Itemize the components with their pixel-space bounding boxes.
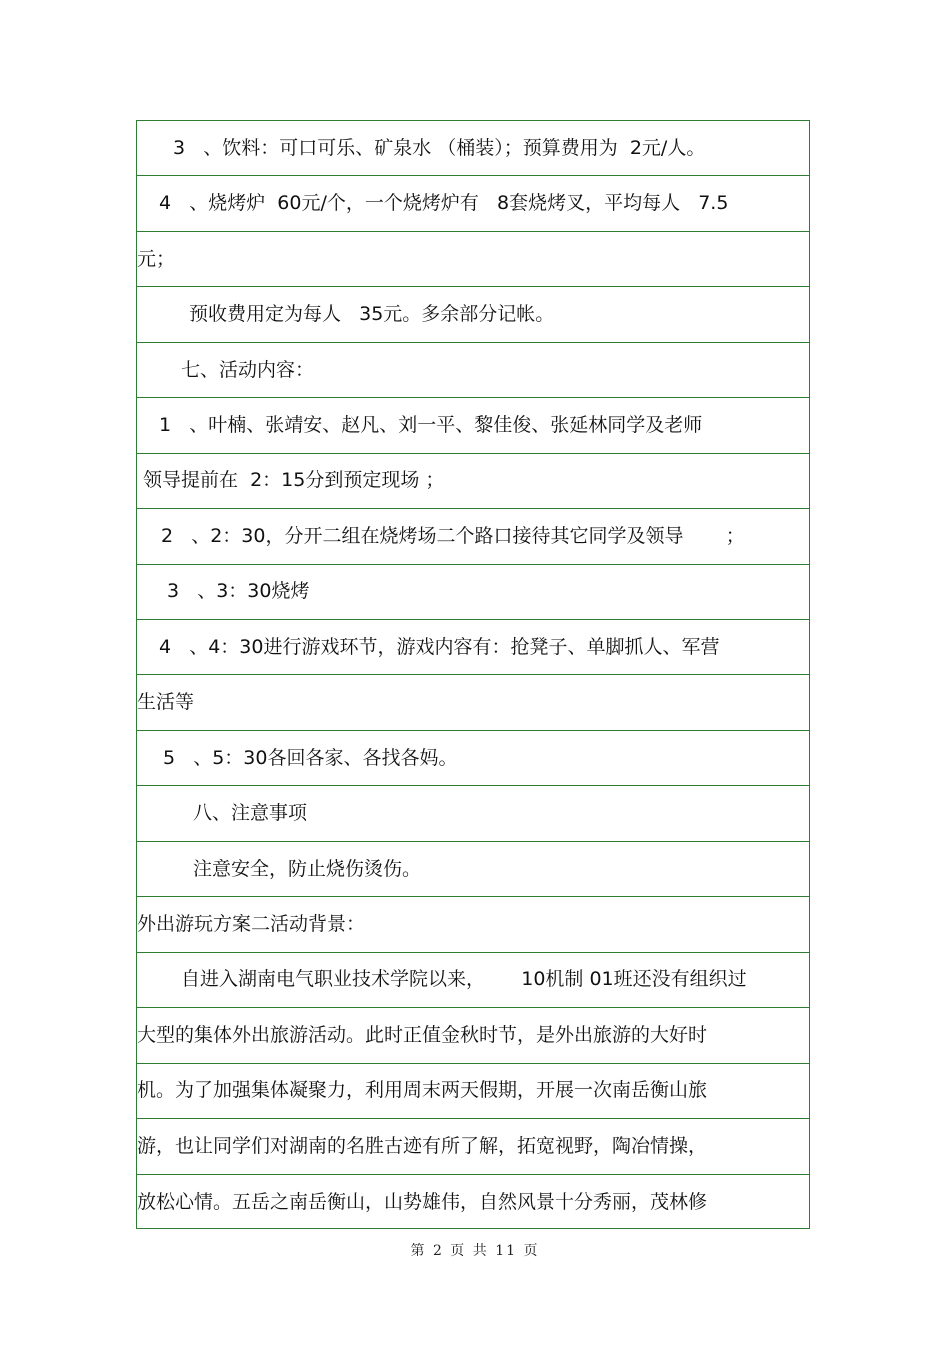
paragraph-line — [137, 953, 809, 1008]
line-text: 八、注意事项 — [193, 802, 308, 825]
section-heading — [137, 897, 809, 952]
line-text: 大型的集体外出旅游活动。此时正值金秋时节，是外出旅游的大好时 — [137, 1023, 708, 1046]
text-line — [137, 565, 809, 620]
text-line — [137, 176, 809, 231]
line-text: 5 、5：30各回各家、各找各妈。 — [163, 746, 458, 769]
line-text: 生活等 — [137, 691, 195, 714]
line-text: 领导提前在 2：15分到预定现场 ； — [143, 469, 445, 492]
paragraph-line — [137, 1175, 809, 1230]
text-line — [137, 287, 809, 342]
section-heading — [137, 343, 809, 398]
line-text: 七、活动内容： — [181, 358, 315, 381]
text-line — [137, 398, 809, 453]
paragraph-line — [137, 1119, 809, 1174]
line-text: 1 、叶楠、张靖安、赵凡、刘一平、黎佳俊、张延林同学及老师 — [159, 413, 703, 436]
line-text: 2 、2：30，分开二组在烧烤场二个路口接待其它同学及领导 ； — [161, 524, 745, 547]
line-text: 自进入湖南电气职业技术学院以来， 10机制 01班还没有组织过 — [181, 968, 747, 991]
line-text: 3 、饮料：可口可乐、矿泉水 （桶装）；预算费用为 2元/人。 — [173, 136, 706, 159]
text-line — [137, 509, 809, 564]
line-text: 放松心情。五岳之南岳衡山，山势雄伟，自然风景十分秀丽，茂林修 — [137, 1190, 708, 1213]
line-text: 预收费用定为每人 35元。多余部分记帐。 — [189, 303, 555, 326]
line-text: 4 、烧烤炉 60元/个，一个烧烤炉有 8套烧烤叉，平均每人 7.5 — [159, 192, 729, 215]
text-line — [137, 232, 809, 287]
line-text: 注意安全，防止烧伤烫伤。 — [193, 857, 422, 880]
paragraph-line — [137, 1064, 809, 1119]
text-line — [137, 620, 809, 675]
line-text: 游，也让同学们对湖南的名胜古迹有所了解，拓宽视野，陶冶情操， — [137, 1134, 708, 1157]
page-content-frame — [136, 120, 810, 1229]
line-text: 元； — [137, 247, 176, 270]
text-line — [137, 454, 809, 509]
page-number-footer: 第 2 页 共 11 页 — [410, 1243, 540, 1259]
line-text: 外出游玩方案二活动背景： — [137, 913, 366, 936]
text-line — [137, 121, 809, 176]
paragraph-line — [137, 1008, 809, 1063]
line-text: 机。为了加强集体凝聚力，利用周末两天假期，开展一次南岳衡山旅 — [137, 1079, 708, 1102]
line-text: 3 、3：30烧烤 — [167, 580, 310, 603]
text-line — [137, 842, 809, 897]
text-line — [137, 731, 809, 786]
section-heading — [137, 786, 809, 841]
text-line — [137, 676, 809, 731]
line-text: 4 、4：30进行游戏环节，游戏内容有：抢凳子、单脚抓人、军营 — [159, 635, 720, 658]
